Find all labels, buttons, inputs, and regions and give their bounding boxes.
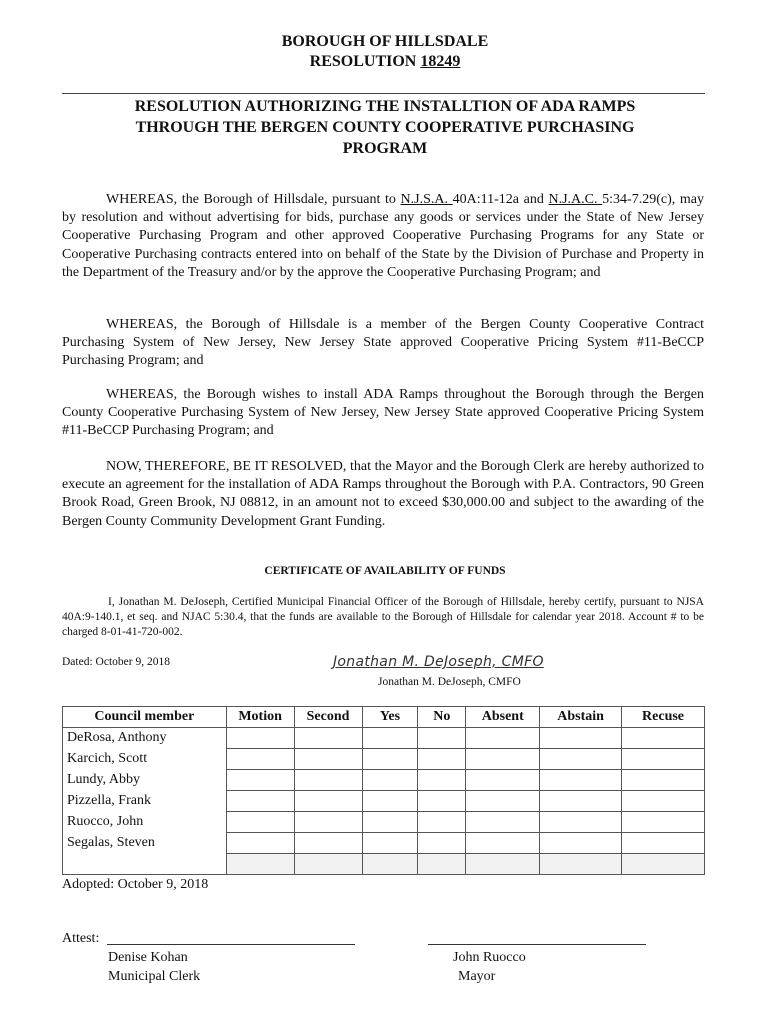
header-recuse: Recuse bbox=[622, 707, 705, 728]
vote-cell bbox=[466, 812, 540, 833]
whereas-paragraph-1 bbox=[62, 191, 704, 282]
vote-cell bbox=[466, 770, 540, 791]
whereas3-text: WHEREAS, the Borough wishes to install ADA Ramps throughout the Borough through the Bergen County Cooperative Purchasing System of New Jersey, New Jersey State approved Cooperative Pricing System #11-BeCCP Purchasing Program; and bbox=[62, 387, 704, 439]
whereas-paragraph-2 bbox=[62, 316, 704, 371]
njsa-citation: N.J.S.A. bbox=[400, 192, 453, 207]
vote-cell bbox=[418, 791, 466, 812]
table-row bbox=[63, 791, 705, 812]
vote-cell bbox=[540, 833, 622, 854]
borough-name: BOROUGH OF HILLSDALE bbox=[281, 33, 489, 50]
vote-cell bbox=[418, 749, 466, 770]
resolution-heading bbox=[0, 52, 770, 72]
vote-cell bbox=[540, 770, 622, 791]
mayor-signature-line bbox=[428, 944, 646, 945]
table-row bbox=[63, 833, 705, 854]
vote-cell bbox=[418, 812, 466, 833]
vote-cell bbox=[540, 812, 622, 833]
vote-cell bbox=[362, 770, 418, 791]
header-second: Second bbox=[294, 707, 362, 728]
whereas1-text-a: WHEREAS, the Borough of Hillsdale, pursuant to bbox=[106, 192, 401, 207]
vote-cell bbox=[622, 833, 705, 854]
whereas1-text-c: 5:34-7.29(c), may by resolution and without advertising for bids, purchase any goods or services under the State of New Jersey Cooperative Purchasing Program and other approved Cooperative Purchasing Programs for any State or Cooperative Purchasing contracts entered into on behalf of the State by the Division of Purchase and Property in the Department of the Treasury and/or by the approve the Cooperative Purchasing Program; and bbox=[62, 192, 704, 280]
cmfo-name: Jonathan M. DeJoseph, CMFO bbox=[378, 676, 521, 688]
member-name: DeRosa, Anthony bbox=[63, 728, 227, 749]
table-row-blank bbox=[63, 854, 705, 875]
member-name: Karcich, Scott bbox=[63, 749, 227, 770]
vote-cell bbox=[418, 833, 466, 854]
whereas1-text-b: 40A:11-12a and bbox=[452, 192, 549, 207]
vote-cell bbox=[226, 812, 294, 833]
vote-cell bbox=[226, 854, 294, 875]
vote-cell bbox=[540, 728, 622, 749]
vote-cell bbox=[294, 728, 362, 749]
header-motion: Motion bbox=[226, 707, 294, 728]
table-row bbox=[63, 812, 705, 833]
vote-cell bbox=[362, 791, 418, 812]
vote-cell bbox=[622, 854, 705, 875]
vote-cell bbox=[226, 833, 294, 854]
vote-cell bbox=[622, 812, 705, 833]
title-line: PROGRAM bbox=[342, 140, 428, 157]
vote-cell bbox=[418, 770, 466, 791]
mayor-block bbox=[453, 948, 526, 986]
member-name: Pizzella, Frank bbox=[63, 791, 227, 812]
member-name: Segalas, Steven bbox=[63, 833, 227, 854]
clerk-title: Municipal Clerk bbox=[108, 969, 201, 984]
header-absent: Absent bbox=[466, 707, 540, 728]
whereas2-text: WHEREAS, the Borough of Hillsdale is a member of the Bergen County Cooperative Contract Purchasing System of New Jersey, New Jersey State approved Cooperative Pricing System #11-BeCCP Purchasing Program; and bbox=[62, 317, 704, 369]
vote-cell bbox=[362, 833, 418, 854]
council-vote-table bbox=[62, 706, 705, 875]
vote-cell bbox=[294, 749, 362, 770]
table-header-row bbox=[63, 707, 705, 728]
vote-cell bbox=[294, 833, 362, 854]
table-row bbox=[63, 770, 705, 791]
vote-cell bbox=[466, 854, 540, 875]
resolution-label: RESOLUTION bbox=[309, 53, 421, 70]
clerk-signature-line bbox=[107, 944, 355, 945]
header-divider bbox=[62, 93, 705, 94]
header-yes: Yes bbox=[362, 707, 418, 728]
vote-cell bbox=[540, 791, 622, 812]
header-no: No bbox=[418, 707, 466, 728]
cmfo-signature: Jonathan M. DeJoseph, CMFO bbox=[333, 654, 544, 670]
vote-cell bbox=[466, 791, 540, 812]
vote-cell bbox=[540, 749, 622, 770]
table-row bbox=[63, 728, 705, 749]
njac-citation: N.J.A.C. bbox=[548, 192, 603, 207]
clerk-name: Denise Kohan bbox=[108, 950, 188, 965]
vote-cell bbox=[294, 791, 362, 812]
vote-cell bbox=[362, 749, 418, 770]
vote-cell bbox=[466, 833, 540, 854]
resolution-title bbox=[0, 96, 770, 159]
vote-cell bbox=[418, 728, 466, 749]
resolved-text: NOW, THEREFORE, BE IT RESOLVED, that the Mayor and the Borough Clerk are hereby authorized to execute an agreement for the installation of ADA Ramps throughout the Borough with P.A. Contractors, 90 Green Brook Road, Green Brook, NJ 08812, in an amount not to exceed $30,000.00 and subject to the awarding of the Bergen County Community Development Grant Funding. bbox=[62, 459, 704, 529]
attest-label: Attest: bbox=[62, 931, 100, 946]
certificate-body bbox=[62, 595, 704, 640]
vote-cell bbox=[226, 770, 294, 791]
vote-cell bbox=[466, 749, 540, 770]
member-name-empty bbox=[63, 854, 227, 875]
adopted-date: Adopted: October 9, 2018 bbox=[62, 877, 209, 892]
whereas-paragraph-3 bbox=[62, 386, 704, 441]
vote-cell bbox=[362, 728, 418, 749]
resolution-number: 18249 bbox=[420, 53, 461, 70]
certificate-text: I, Jonathan M. DeJoseph, Certified Municipal Financial Officer of the Borough of Hillsdale, hereby certify, pursuant to NJSA 40A:9-140.1, et seq. and NJAC 5:30.4, that the funds are available to the Borough of Hillsdale for calendar year 2018. Account # to be charged 8-01-41-720-002. bbox=[62, 596, 704, 638]
mayor-name: John Ruocco bbox=[453, 950, 526, 965]
vote-cell bbox=[622, 728, 705, 749]
header-abstain: Abstain bbox=[540, 707, 622, 728]
vote-cell bbox=[362, 812, 418, 833]
vote-cell bbox=[226, 749, 294, 770]
vote-cell bbox=[622, 770, 705, 791]
vote-cell bbox=[466, 728, 540, 749]
mayor-title: Mayor bbox=[458, 969, 496, 984]
header-council-member: Council member bbox=[63, 707, 227, 728]
certificate-dated: Dated: October 9, 2018 bbox=[62, 656, 170, 668]
vote-cell bbox=[294, 770, 362, 791]
vote-cell bbox=[226, 791, 294, 812]
certificate-title: CERTIFICATE OF AVAILABILITY OF FUNDS bbox=[264, 565, 506, 577]
vote-cell bbox=[418, 854, 466, 875]
resolved-paragraph bbox=[62, 458, 704, 531]
table-row bbox=[63, 749, 705, 770]
vote-cell bbox=[540, 854, 622, 875]
vote-cell bbox=[362, 854, 418, 875]
title-line: THROUGH THE BERGEN COUNTY COOPERATIVE PURCHASING bbox=[135, 119, 635, 136]
vote-cell bbox=[226, 728, 294, 749]
member-name: Lundy, Abby bbox=[63, 770, 227, 791]
vote-cell bbox=[622, 791, 705, 812]
clerk-block bbox=[108, 948, 200, 986]
member-name: Ruocco, John bbox=[63, 812, 227, 833]
vote-cell bbox=[294, 812, 362, 833]
title-line: RESOLUTION AUTHORIZING THE INSTALLTION OF ADA RAMPS bbox=[134, 98, 636, 115]
vote-cell bbox=[294, 854, 362, 875]
vote-cell bbox=[622, 749, 705, 770]
